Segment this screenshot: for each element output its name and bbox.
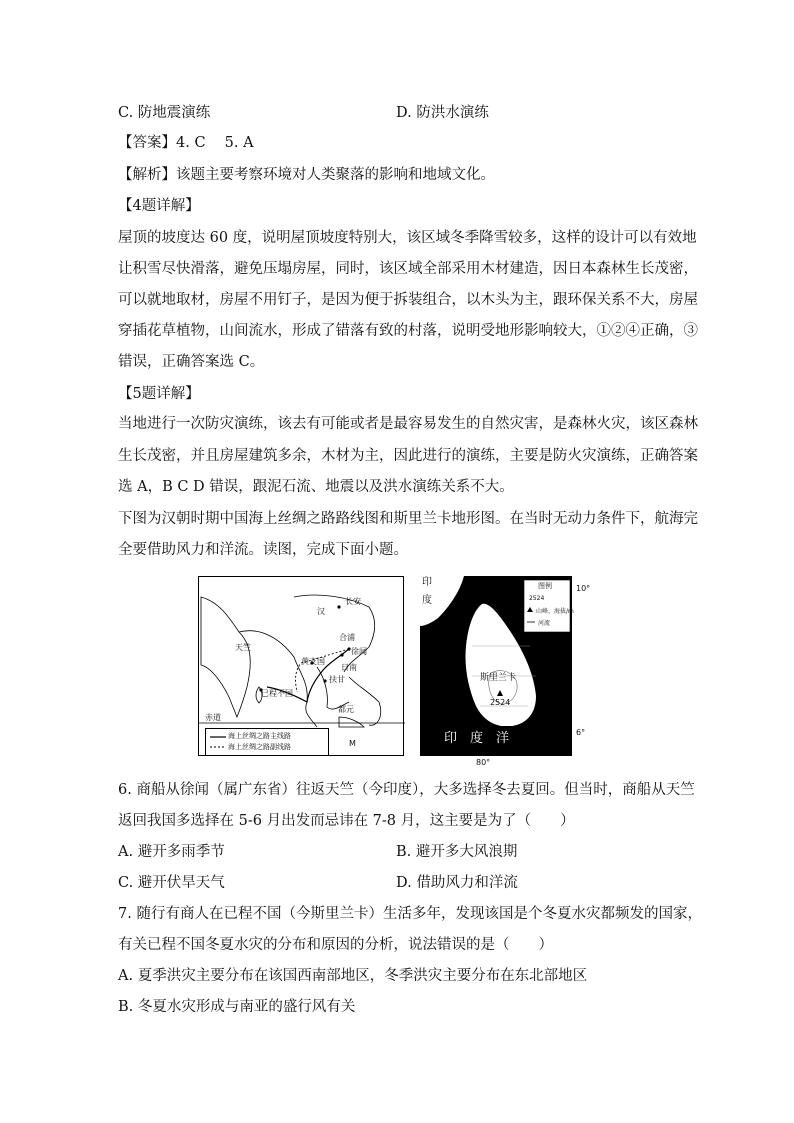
label-sri-lanka: 斯里兰卡 [480, 673, 517, 683]
analysis-line [118, 165, 495, 185]
label-huangzhi: 黄支国 [301, 657, 325, 666]
label-lat-6: 6° [576, 728, 586, 737]
label-indian-ocean: 印 度 洋 [444, 731, 510, 746]
option-c: C. 防地震演练 [118, 105, 211, 121]
q4-detail-line: 可以就地取材，房屋不用钉子，是因为便于拆装组合，以木头为主，跟环保关系不大，房屋 [118, 292, 698, 308]
label-yin: 印 [422, 577, 432, 588]
legend-main-route: 海上丝绸之路主线路 [228, 732, 291, 740]
legend-peak: 山峰、海拔/m [536, 608, 574, 615]
label-du: 度 [422, 595, 432, 606]
q6-stem-line: 6. 商船从徐闻（属广东省）往返天竺（今印度），大多选择冬去夏回。但当时，商船从天竺 [118, 782, 695, 798]
q5-detail-line: 选 A，B C D 错误，跟泥石流、地震以及洪水演练关系不大。 [118, 479, 514, 495]
answer-line [118, 133, 254, 153]
q6-stem-line: 返回我国多选择在 5-6 月出发而忌讳在 7-8 月，这主要是为了（ ） [118, 813, 575, 829]
q5-detail-title: 【5题详解】 [118, 386, 200, 402]
label-yichengbu: 已程不国 [261, 689, 293, 698]
q6-option-a: A. 避开多雨季节 [118, 844, 225, 860]
legend-title: 图例 [538, 582, 552, 590]
label-han: 汉 [317, 607, 325, 616]
intro-line: 全要借助风力和洋流。读图，完成下面小题。 [118, 542, 408, 558]
label-lon-80: 80° [476, 758, 491, 767]
label-m: M [349, 739, 356, 748]
q6-option-b: B. 避开多大风浪期 [396, 844, 518, 860]
label-peak-elevation: 2524 [490, 698, 511, 707]
label-lat-10: 10° [576, 584, 591, 593]
label-tianzhu: 天竺 [235, 643, 251, 652]
sri-lanka-map [420, 576, 572, 756]
q5-detail-line: 当地进行一次防灾演练，该去有可能或者是最容易发生的自然灾害，是森林火灾，该区森林 [118, 416, 698, 432]
q7-option-a: A. 夏季洪灾主要分布在该国西南部地区，冬季洪灾主要分布在东北部地区 [118, 968, 588, 984]
q4-detail-line: 让积雪尽快滑落，避免压塌房屋，同时，该区域全部采用木材建造，因日本森林生长茂密， [118, 261, 698, 277]
legend-line-icons [208, 729, 228, 755]
label-duyuan: 都元 [338, 705, 354, 714]
analysis-text: 该题主要考察环境对人类聚落的影响和地域文化。 [176, 167, 495, 183]
q7-stem-line: 7. 随行有商人在已程不国（今斯里兰卡）生活多年，发现该国是个冬夏水灾都频发的国家， [118, 906, 702, 922]
analysis-label: 【解析】 [118, 167, 176, 183]
label-equator: 赤道 [205, 713, 221, 722]
label-xuwen: 徐闻 [351, 647, 367, 656]
label-hepu: 合浦 [339, 633, 355, 642]
figure [198, 576, 591, 767]
legend-elev-value: 2524 [529, 595, 545, 602]
option-d: D. 防洪水演练 [396, 105, 489, 121]
q7-stem-line: 有关已程不国冬夏水灾的分布和原因的分析，说法错误的是（ ） [118, 937, 553, 953]
silk-road-legend [205, 728, 329, 756]
q4-detail-line: 穿插花草植物，山间流水，形成了错落有致的村落，说明受地形影响较大，①②④正确，③ [118, 323, 698, 339]
label-changan: 长安 [345, 597, 361, 606]
answer-label: 【答案】 [118, 135, 176, 151]
q7-option-b: B. 冬夏水灾形成与南亚的盛行风有关 [118, 999, 356, 1015]
intro-line: 下图为汉朝时期中国海上丝绸之路路线图和斯里兰卡地形图。在当时无动力条件下，航海完 [118, 511, 698, 527]
q4-detail-line: 错误，正确答案选 C。 [118, 354, 265, 370]
silk-road-map [198, 576, 404, 756]
label-rinan: 日南 [341, 663, 357, 672]
legend-secondary-route: 海上丝绸之路副线路 [228, 743, 291, 751]
q6-option-c: C. 避开伏旱天气 [118, 875, 225, 891]
q4-detail-line: 屋顶的坡度达 60 度，说明屋顶坡度特别大，该区域冬季降雪较多，这样的设计可以有效地 [118, 230, 697, 246]
q4-detail-title: 【4题详解】 [118, 198, 200, 214]
q5-detail-line: 生长茂密，并且房屋建筑多余，木材为主，因此进行的演练，主要是防火灾演练，正确答案 [118, 448, 698, 464]
label-fugan: 扶甘 [329, 675, 345, 684]
legend-river: 河流 [538, 620, 551, 627]
q6-option-d: D. 借助风力和洋流 [396, 875, 518, 891]
answer-text: 4. C 5. A [176, 135, 254, 151]
sri-lanka-drawing [420, 576, 572, 756]
